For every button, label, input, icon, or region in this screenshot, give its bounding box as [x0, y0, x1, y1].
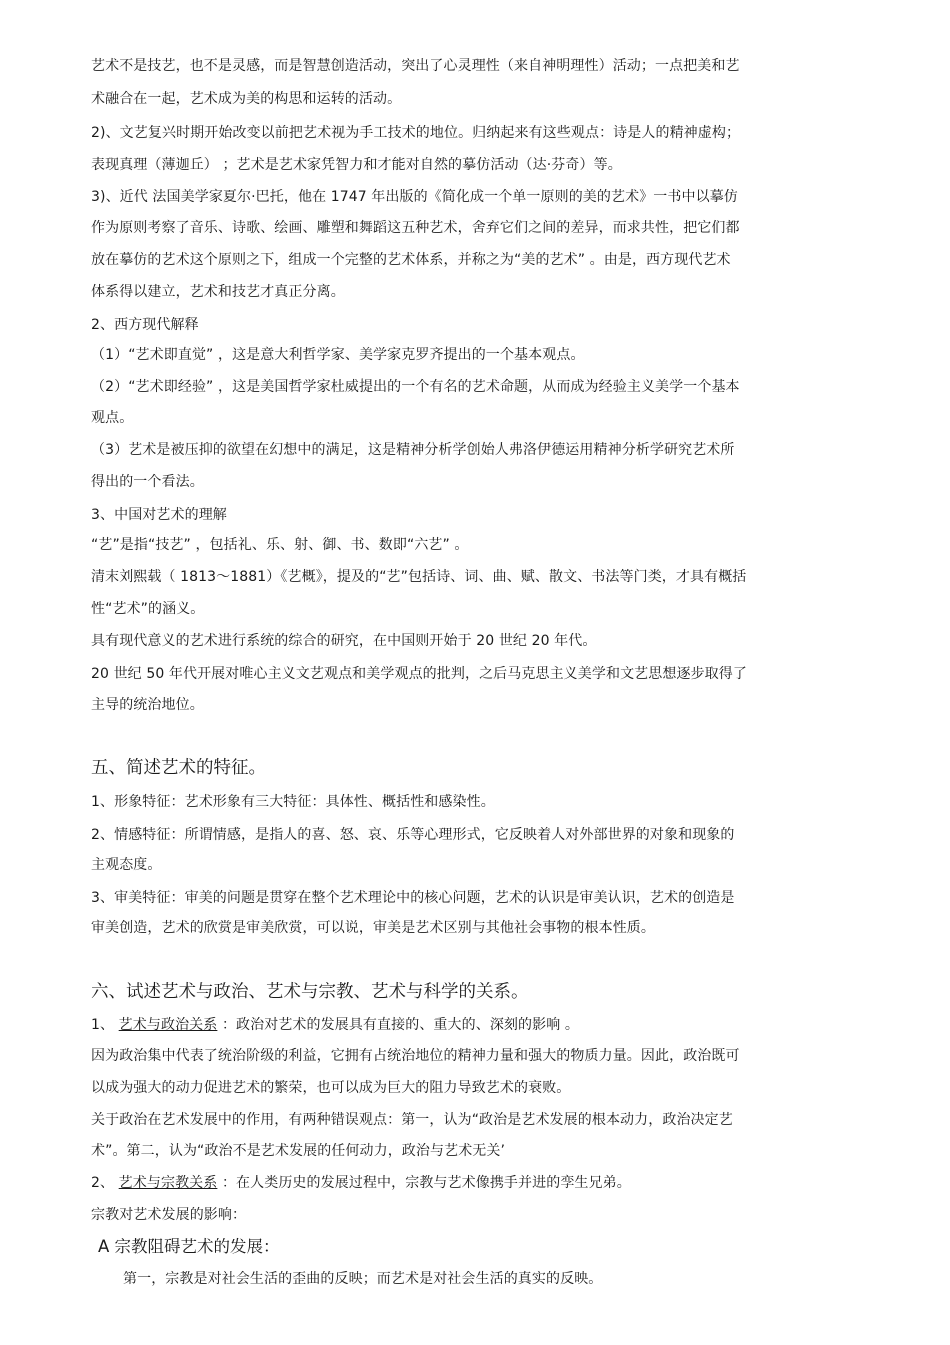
paragraph-line: 表现真理（薄迦丘） ；艺术是艺术家凭智力和才能对自然的摹仿活动（达·芬奇）等。 — [91, 157, 622, 173]
paragraph-line: 主观态度。 — [91, 857, 162, 873]
paragraph-line: 观点。 — [91, 410, 134, 426]
paragraph-line: （1）“艺术即直觉” ，这是意大利哲学家、美学家克罗齐提出的一个基本观点。 — [91, 347, 585, 363]
paragraph-line: 因为政治集中代表了统治阶级的利益，它拥有占统治地位的精神力量和强大的物质力量。因此，政治既可 — [91, 1048, 740, 1064]
section-subheading: 2、西方现代解释 — [91, 317, 199, 333]
paragraph-line: （3）艺术是被压抑的欲望在幻想中的满足，这是精神分析学创始人弗洛伊德运用精神分析学研究艺术所 — [91, 442, 735, 458]
paragraph-line: 具有现代意义的艺术进行系统的综合的研究，在中国则开始于 20 世纪 20 年代。 — [91, 633, 597, 649]
paragraph-line — [91, 1016, 579, 1034]
underlined-topic-politics: 艺术与政治关系 — [118, 1017, 218, 1033]
paragraph-line: 审美创造，艺术的欣赏是审美欣赏，可以说，审美是艺术区别与其他社会事物的根本性质。 — [91, 920, 655, 936]
paragraph-line: 3、审美特征：审美的问题是贯穿在整个艺术理论中的核心问题，艺术的认识是审美认识，艺术的创造是 — [91, 890, 735, 906]
paragraph-line: 作为原则考察了音乐、诗歌、绘画、雕塑和舞蹈这五种艺术，舍弃它们之间的差异，而求共性，把它们都 — [91, 220, 740, 236]
paragraph-line: 2)、文艺复兴时期开始改变以前把艺术视为手工技术的地位。归纳起来有这些观点：诗是人的精神虚构； — [91, 125, 741, 141]
paragraph-line: 体系得以建立，艺术和技艺才真正分离。 — [91, 284, 345, 300]
paragraph-line: 主导的统治地位。 — [91, 697, 204, 713]
paragraph-line: 术融合在一起，艺术成为美的构思和运转的活动。 — [91, 91, 402, 107]
section-subheading: 3、中国对艺术的理解 — [91, 507, 227, 523]
item-number: 2、 — [91, 1175, 115, 1191]
item-text: ：政治对艺术的发展具有直接的、重大的、深刻的影响 。 — [221, 1017, 579, 1033]
paragraph-line: 以成为强大的动力促进艺术的繁荣，也可以成为巨大的阻力导致艺术的衰败。 — [91, 1080, 571, 1096]
paragraph-line: 性“艺术”的涵义。 — [91, 601, 205, 617]
paragraph-line: 清末刘熙载（ 1813～1881）《艺概》，提及的“艺”包括诗、词、曲、赋、散文、书法等门类，才具有概括 — [91, 569, 747, 585]
paragraph-line: 术”。第二，认为“政治不是艺术发展的任何动力，政治与艺术无关’ — [91, 1143, 506, 1159]
item-number: 1、 — [91, 1017, 115, 1033]
paragraph-line — [91, 1174, 631, 1192]
item-text: ：在人类历史的发展过程中，宗教与艺术像携手并进的孪生兄弟。 — [221, 1175, 631, 1191]
underlined-topic-religion: 艺术与宗教关系 — [118, 1175, 218, 1191]
subsection-heading-a: A 宗教阻碍艺术的发展： — [98, 1237, 280, 1256]
paragraph-line: 宗教对艺术发展的影响： — [91, 1207, 247, 1223]
paragraph-line: 3)、近代 法国美学家夏尔·巴托，他在 1747 年出版的《简化成一个单一原则的美的艺术》一书中以摹仿 — [91, 189, 738, 205]
paragraph-line: 艺术不是技艺，也不是灵感，而是智慧创造活动，突出了心灵理性（来自神明理性）活动；一点把美和艺 — [91, 58, 740, 74]
section-heading-5: 五、简述艺术的特征。 — [91, 758, 266, 778]
paragraph-line: “艺”是指“技艺” ，包括礼、乐、射、御、书、数即“六艺” 。 — [91, 537, 469, 553]
paragraph-line: 放在摹仿的艺术这个原则之下，组成一个完整的艺术体系，并称之为“美的艺术” 。由是，西方现代艺术 — [91, 252, 731, 268]
paragraph-line: 第一，宗教是对社会生活的歪曲的反映；而艺术是对社会生活的真实的反映。 — [123, 1271, 603, 1287]
paragraph-line: 得出的一个看法。 — [91, 474, 204, 490]
paragraph-line: 1、形象特征：艺术形象有三大特征：具体性、概括性和感染性。 — [91, 794, 495, 810]
paragraph-line: （2）“艺术即经验” ，这是美国哲学家杜威提出的一个有名的艺术命题，从而成为经验主义美学一个基本 — [91, 379, 740, 395]
section-heading-6: 六、试述艺术与政治、艺术与宗教、艺术与科学的关系。 — [91, 982, 529, 1002]
paragraph-line: 20 世纪 50 年代开展对唯心主义文艺观点和美学观点的批判，之后马克思主义美学和文艺思想逐步取得了 — [91, 666, 747, 682]
paragraph-line: 2、情感特征：所谓情感，是指人的喜、怒、哀、乐等心理形式，它反映着人对外部世界的对象和现象的 — [91, 827, 735, 843]
paragraph-line: 关于政治在艺术发展中的作用，有两种错误观点：第一，认为“政治是艺术发展的根本动力，政治决定艺 — [91, 1112, 733, 1128]
